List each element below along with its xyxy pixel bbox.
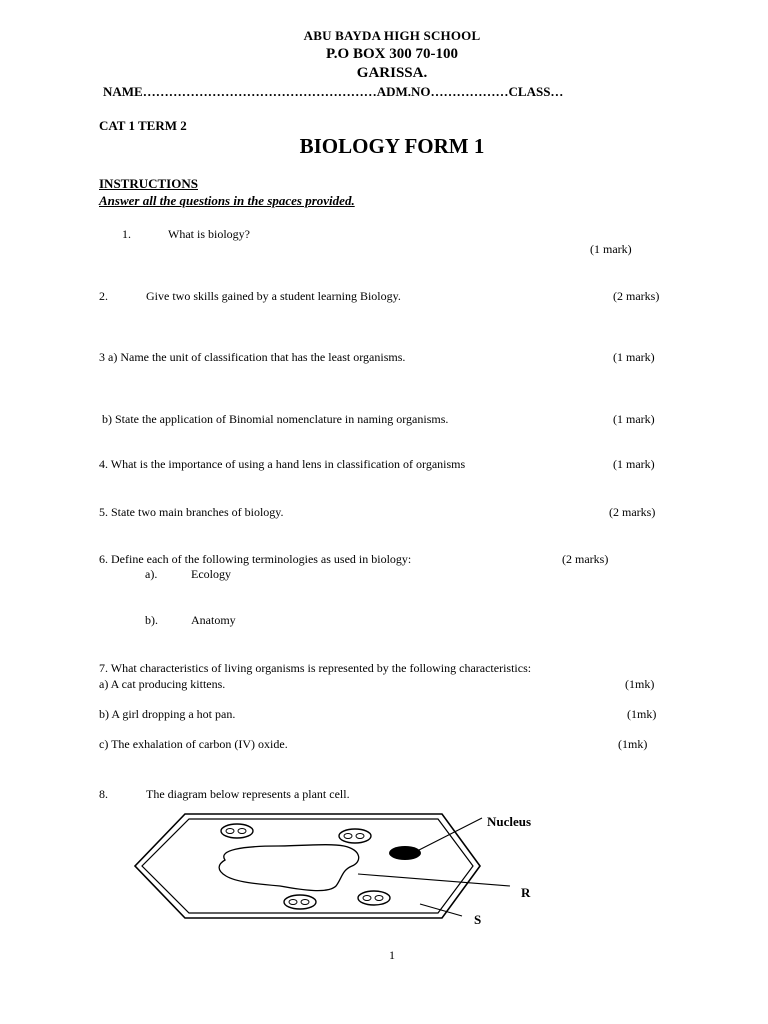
q2-number: 2. [99,289,108,303]
school-name: ABU BAYDA HIGH SCHOOL [303,28,481,43]
chloroplast-1 [221,824,253,838]
q7c-text: c) The exhalation of carbon (IV) oxide. [99,737,288,751]
q8-number: 8. [99,787,108,801]
q6a-text: Ecology [191,567,231,581]
q1-marks: (1 mark) [590,242,632,256]
q7a-text: a) A cat producing kittens. [99,677,226,691]
plant-cell-diagram [130,806,550,928]
page-title: BIOLOGY FORM 1 [299,134,485,158]
chloroplast-4 [358,891,390,905]
q3b-text: b) State the application of Binomial nomenclature in naming organisms. [102,412,449,426]
q4-text: 4. What is the importance of using a hand lens in classification of organisms [99,457,466,471]
q6b-text: Anatomy [191,613,236,627]
instructions-heading: INSTRUCTIONS [99,176,198,191]
q3b-marks: (1 mark) [613,412,655,426]
q7b-text: b) A girl dropping a hot pan. [99,707,236,721]
label-s: S [474,912,482,927]
label-r: R [521,885,531,900]
q5-marks: (2 marks) [609,505,656,519]
cell-wall-outer [135,814,480,918]
q7-text: 7. What characteristics of living organisms is represented by the following characteristics: [99,661,532,675]
q5-text: 5. State two main branches of biology. [99,505,284,519]
nucleus [389,846,421,860]
q3a-marks: (1 mark) [613,350,655,364]
q2-marks: (2 marks) [613,289,660,303]
q7b-marks: (1mk) [627,707,657,721]
q4-marks: (1 mark) [613,457,655,471]
label-nucleus: Nucleus [487,814,532,829]
page-number: 1 [389,948,395,962]
r-pointer-line [358,874,510,886]
school-town: GARISSA. [356,65,428,81]
nucleus-pointer-line [419,818,482,850]
q2-text: Give two skills gained by a student learning Biology. [146,289,401,303]
chloroplast-2 [339,829,371,843]
q8-text: The diagram below represents a plant cell. [146,787,350,801]
school-address: P.O BOX 300 70-100 [326,46,458,62]
exam-term: CAT 1 TERM 2 [99,118,187,133]
q7a-marks: (1mk) [625,677,655,691]
chloroplast-3 [284,895,316,909]
q1-text: What is biology? [168,227,250,241]
q6-marks: (2 marks) [562,552,609,566]
q6a-label: a). [145,567,158,581]
q7c-marks: (1mk) [618,737,648,751]
q6b-label: b). [145,613,158,627]
q6-text: 6. Define each of the following terminologies as used in biology: [99,552,412,566]
instructions-text: Answer all the questions in the spaces provided. [99,193,355,208]
cell-membrane [142,819,473,913]
s-pointer-line [420,904,462,916]
q1-number: 1. [122,227,131,241]
student-details-line: NAME………………………………………………ADM.NO………………CLASS… [103,84,564,99]
q3a-text: 3 a) Name the unit of classification that has the least organisms. [99,350,406,364]
vacuole [219,845,359,891]
